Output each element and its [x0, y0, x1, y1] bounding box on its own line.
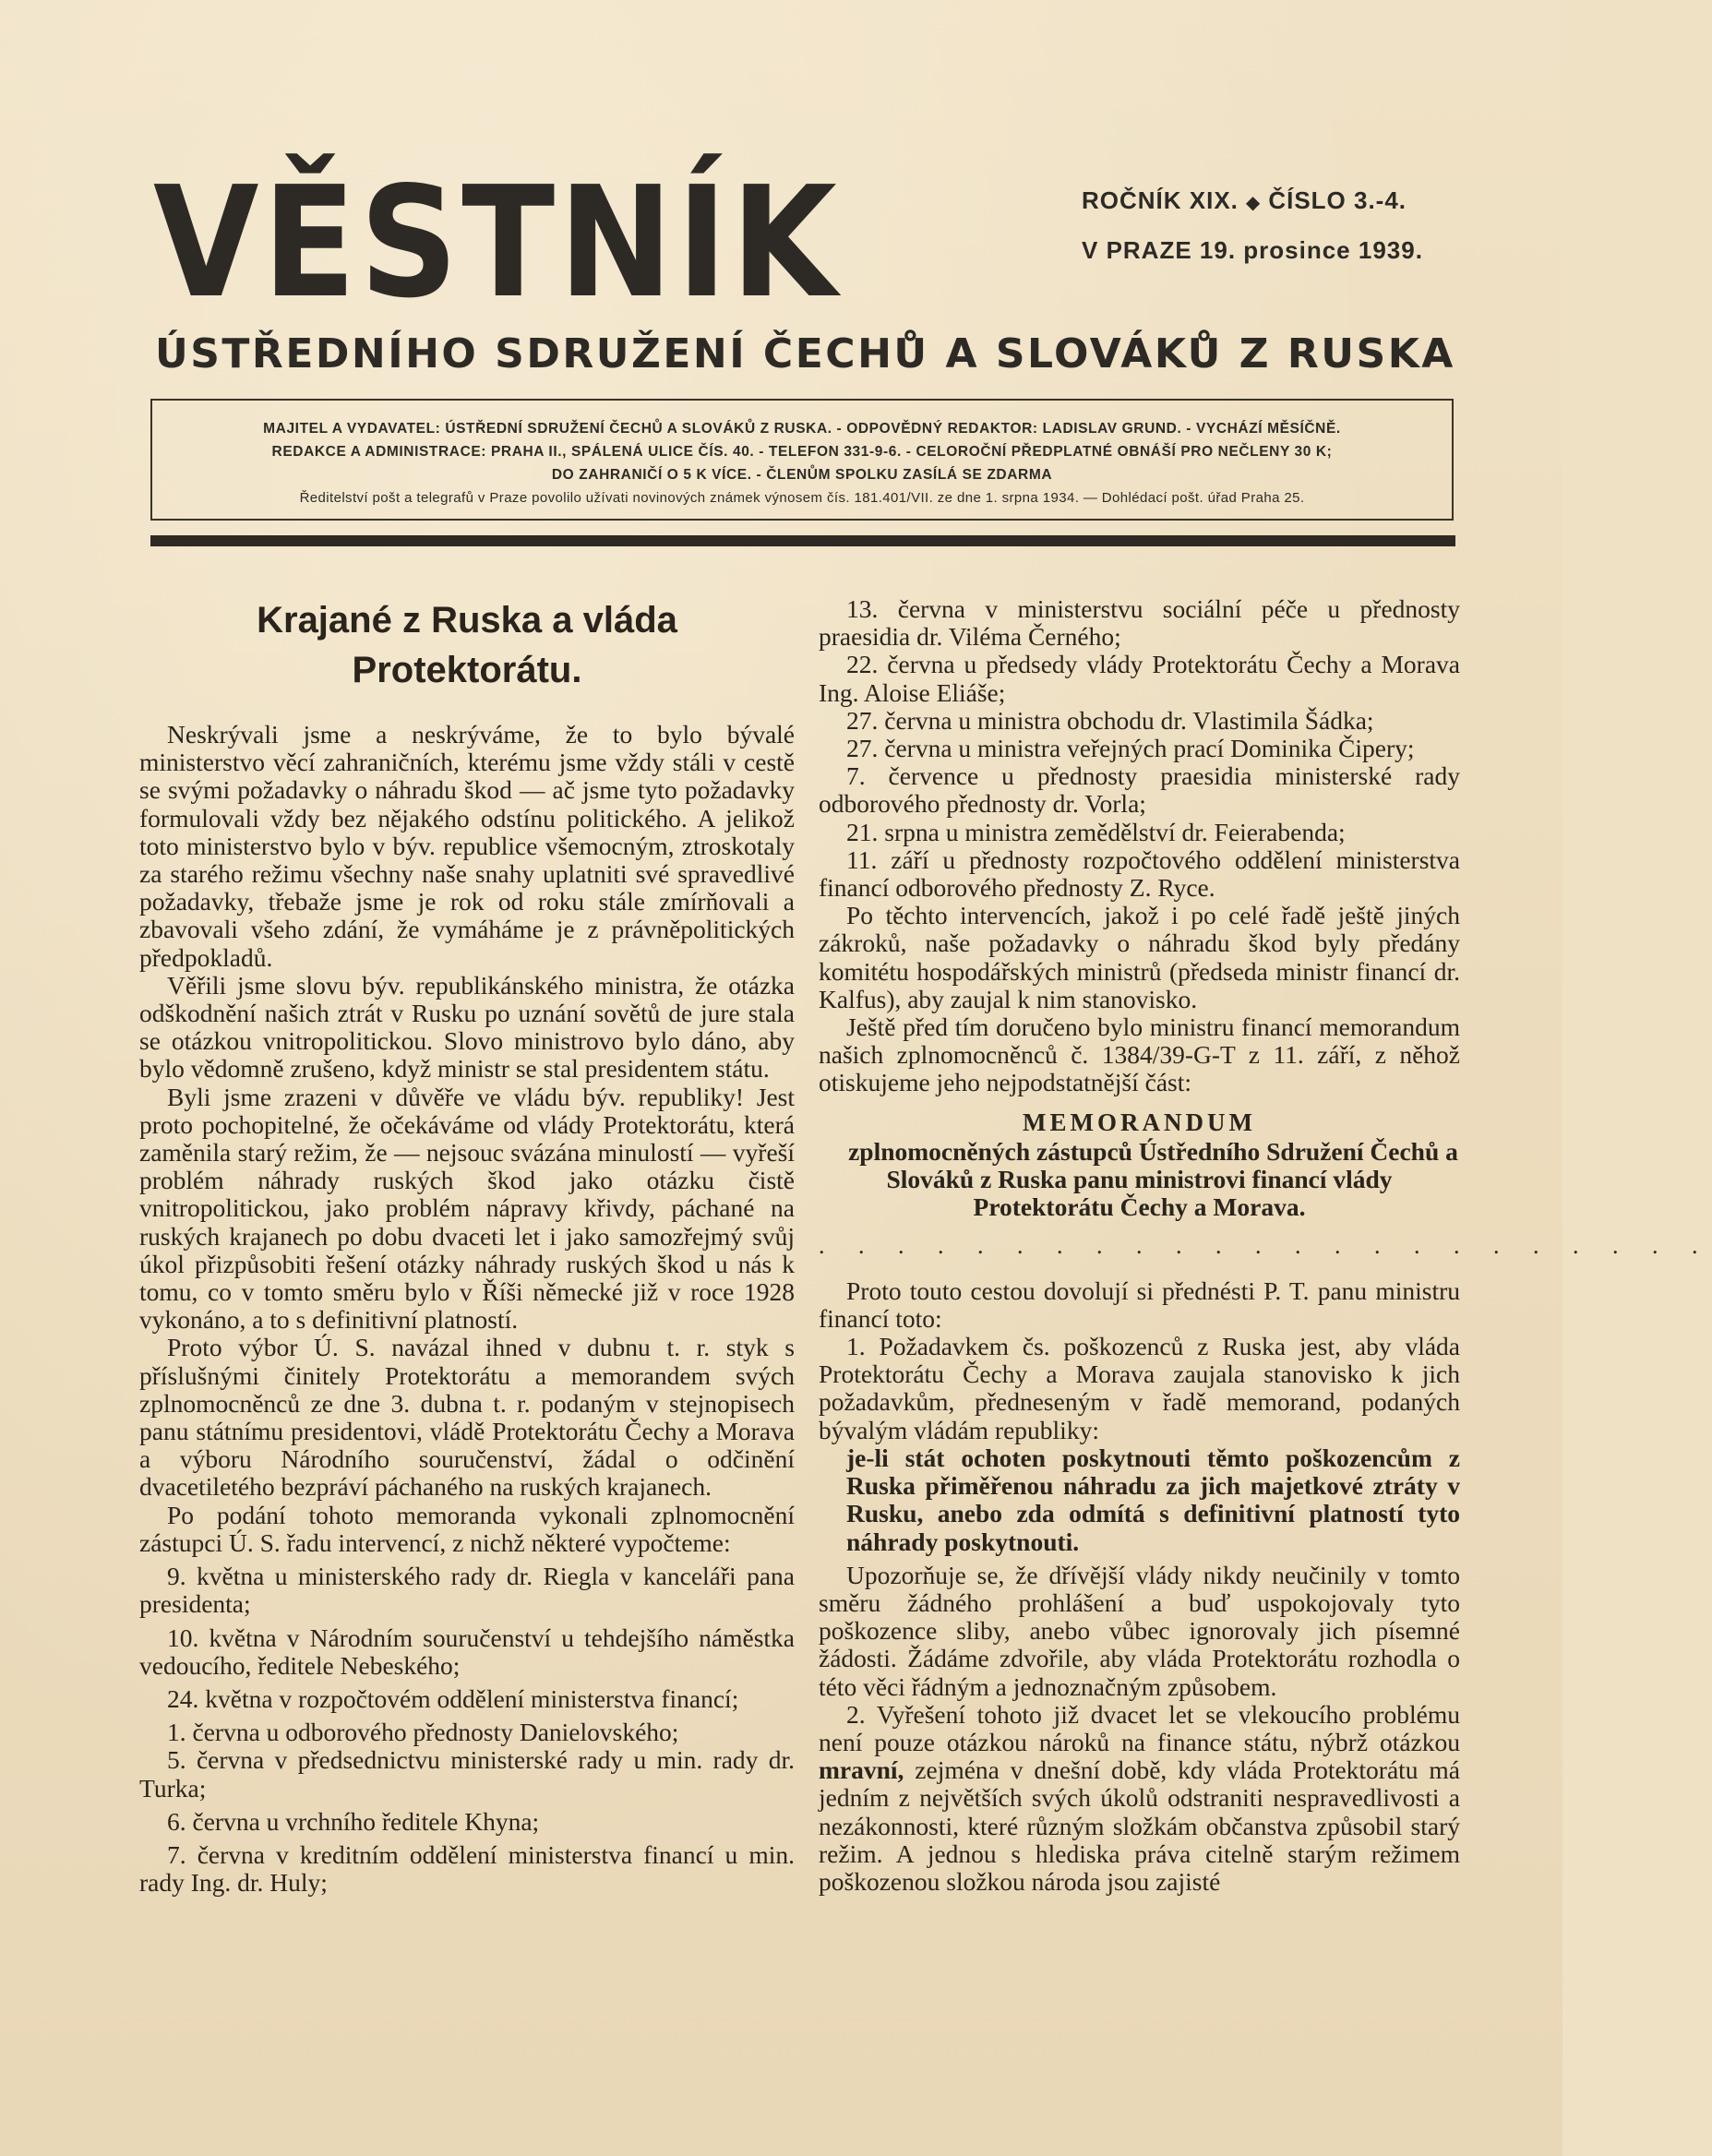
emphasis-text: mravní, — [819, 1755, 904, 1785]
masthead-title: VĚSTNÍK — [153, 153, 841, 332]
left-column — [139, 595, 795, 1897]
article-paragraph: Proto výbor Ú. S. navázal ihned v dubnu t. r. styk s příslušnými činitely Protektorátu a memorandem svých zplnomocněnců ze dne 3. dubna t. r. podaným v stejnopisech panu státnímu presidentovi, vládě Protektorátu Čechy a Morava a výboru Národního souručenství, žádal o odčinění dvacetiletého bezpráví páchaného na ruských krajanech. — [139, 1333, 795, 1502]
issue-number: ČÍSLO 3.-4. — [1268, 186, 1407, 214]
headline-line-1: Krajané z Ruska a vláda — [257, 600, 677, 641]
memorandum-subtitle: zplnomocněných zástupců Ústředního Sdružení Čechů a Slováků z Ruska panu ministrovi financí vlády Protektorátu Čechy a Morava. — [848, 1136, 1458, 1222]
right-column — [819, 594, 1712, 1896]
paragraph-text: 2. Vyřešení tohoto již dvacet let se vlekoucího problému není pouze otázkou nároků na finance státu, nýbrž otázkou — [819, 1699, 1460, 1756]
issue-volume: ROČNÍK XIX. — [1082, 186, 1239, 214]
intervention-item: 6. června u vrchního ředitele Khyna; — [167, 1806, 540, 1836]
memorandum-title: MEMORANDUM — [1023, 1108, 1256, 1136]
article-paragraph — [819, 1701, 1460, 1896]
dateline: V PRAZE 19. prosince 1939. — [1082, 236, 1423, 264]
masthead-subtitle: ÚSTŘEDNÍHO SDRUŽENÍ ČECHŮ A SLOVÁKŮ Z RUSKA — [155, 330, 1455, 377]
intervention-item: 27. června u ministra veřejných prací Dominika Čipery; — [846, 734, 1415, 763]
intervention-item: 22. června u předsedy vlády Protektorátu Čechy a Morava Ing. Aloise Eliáše; — [819, 650, 1460, 707]
article-paragraph: Upozorňuje se, že dřívější vlády nikdy neučinily v tomto směru žádného prohlášení a buď uspokojovaly tyto poškozence sliby, anebo vůbec ignorovaly jich písemné žádosti. Žádáme zdvořile, aby vláda Protektorátu rozhodla o této věci řádným a jednoznačným způsobem. — [819, 1560, 1460, 1701]
intervention-item: 21. srpna u ministra zemědělství dr. Feierabenda; — [846, 817, 1346, 846]
omission-dots: . . . . . . . . . . . . . . . . . . . . . . . — [819, 1232, 1712, 1260]
paragraph-text: zejména v dnešní době, kdy vláda Protektorátu má jedním z největších svých úkolů odstraniti nespravedlivosti a nezákonnosti, které různým složkám občanstva způsobil starý režim. A jednou s hlediska práva citelně starým režimem poškozenou složkou národa jsou zajisté — [819, 1755, 1460, 1896]
article-paragraph: Proto touto cestou dovolují si přednésti P. T. panu ministru financí toto: — [819, 1276, 1460, 1333]
article-headline — [139, 595, 795, 695]
headline-line-2: Protektorátu. — [352, 650, 582, 690]
article-paragraph: Ještě před tím doručeno bylo ministru financí memorandum našich zplnomocněnců č. 1384/39-G-T z 11. září, z něhož otiskujeme jeho nejpodstatnější část: — [819, 1012, 1460, 1097]
intervention-item: 24. května v rozpočtovém oddělení ministerstva financí; — [167, 1683, 739, 1713]
diamond-icon: ◆ — [1245, 193, 1262, 213]
postal-permit-line: Ředitelství pošt a telegrafů v Praze povolilo užívati novinových známek výnosem čís. 181.401/VII. ze dne 1. srpna 1934. — Dohlédací pošt. úřad Praha 25. — [299, 490, 1305, 506]
intervention-item: 27. června u ministra obchodu dr. Vlastimila Šádka; — [846, 705, 1374, 735]
intervention-item: 11. září u přednosty rozpočtového oddělení ministerstva financí odborového přednosty Z. Ryce. — [819, 844, 1460, 903]
intervention-item: 10. května v Národním souručenství u tehdejšího náměstka vedoucího, ředitele Nebeského; — [139, 1623, 795, 1680]
masthead-divider — [150, 535, 1455, 546]
issue-info — [1082, 186, 1407, 215]
article-paragraph: 1. Požadavkem čs. poškozenců z Ruska jest, aby vláda Protektorátu Čechy a Morava zaujala stanovisko k jich požadavkům, předneseným v řadě memorand, podaných bývalým vládám republiky: — [819, 1332, 1460, 1444]
article-paragraph: Po podání tohoto memoranda vykonali zplnomocnění zástupci Ú. S. řadu intervencí, z nichž některé vypočteme: — [139, 1500, 795, 1557]
bold-demand: je-li stát ochoten poskytnouti těmto poškozencům z Ruska přiměřenou náhradu za jich majetkové ztráty v Rusku, anebo zda odmítá s definitivní platností tyto náhrady poskytnouti. — [846, 1443, 1460, 1556]
article-paragraph: Neskrývali jsme a neskrýváme, že to bylo bývalé ministerstvo věcí zahraničních, kterému jsme vždy stáli v cestě se svými požadavky o náhradu škod — ač jsme tyto požadavky formulovali vždy bez nějakého odstínu politického. A jelikož toto ministerstvo bylo v býv. republice všemocným, ztroskotaly za starého režimu všechny naše snahy uplatniti své spravedlivé požadavky, třebaže jsme je rok od roku stále zmírňovali a zbavovali všeho zdání, že vymáháme je z právněpolitických předpokladů. — [139, 720, 795, 972]
article-paragraph: Po těchto intervencích, jakož i po celé řadě ještě jiných zákroků, naše požadavky o náhradu škod byly předány komitétu hospodářských ministrů (předseda ministr financí dr. Kalfus), aby zaujal k nim stanovisko. — [819, 901, 1460, 1013]
publisher-info-box — [150, 399, 1454, 521]
intervention-item: 5. června v předsednictvu ministerské rady u min. rady dr. Turka; — [139, 1745, 795, 1803]
intervention-item: 9. května u ministerského rady dr. Riegla v kanceláři pana presidenta; — [139, 1562, 795, 1619]
subscription-line: DO ZAHRANIČÍ O 5 K VÍCE. - ČLENŮM SPOLKU ZASÍLÁ SE ZDARMA — [551, 467, 1053, 483]
article-paragraph: Byli jsme zrazeni v důvěře ve vládu býv. republiky! Jest proto pochopitelné, že očekáváme od vlády Protektorátu, která zaměnila starý režim, že — nejsouc svázána minulostí — vyřeší problém náhrady ruských škod jako otázku čistě vnitropolitickou, jako problém nápravy křivdy, páchané na ruských krajanech po dobu dvaceti let i jako samozřejmý svůj úkol přizpůsobiti řešení otázky náhrady ruských škod u nás k tomu, co v tomto směru bylo v Říši německé již v roce 1928 vykonáno, a to s definitivní platností. — [139, 1082, 795, 1335]
article-paragraph: Věřili jsme slovu býv. republikánského ministra, že otázka odškodnění našich ztrát v Rusku po uznání sovětů de jure stala se otázkou vnitropolitickou. Slovo ministrovo bylo dáno, aby bylo vědomně zrušeno, když ministr se stal presidentem státu. — [139, 970, 795, 1084]
intervention-item: 7. června v kreditním oddělení ministerstva financí u min. rady Ing. dr. Huly; — [139, 1839, 795, 1898]
publisher-line: MAJITEL A VYDAVATEL: ÚSTŘEDNÍ SDRUŽENÍ ČECHŮ A SLOVÁKŮ Z RUSKA. - ODPOVĚDNÝ REDAKTOR: LADISLAV GRUND. - VYCHÁZÍ MĚSÍČNĚ. — [263, 421, 1341, 437]
intervention-item: 1. června u odborového přednosty Danielovského; — [167, 1718, 679, 1747]
intervention-item: 13. června v ministerstvu sociální péče u přednosty praesidia dr. Viléma Černého; — [819, 594, 1460, 652]
intervention-item: 7. července u přednosty praesidia ministerské rady odborového přednosty dr. Vorla; — [819, 761, 1460, 819]
editorial-address-line: REDAKCE A ADMINISTRACE: PRAHA II., SPÁLENÁ ULICE ČÍS. 40. - TELEFON 331-9-6. - CELOROČNÍ PŘEDPLATNÉ OBNÁŠÍ PRO NEČLENY 30 K; — [271, 444, 1333, 460]
